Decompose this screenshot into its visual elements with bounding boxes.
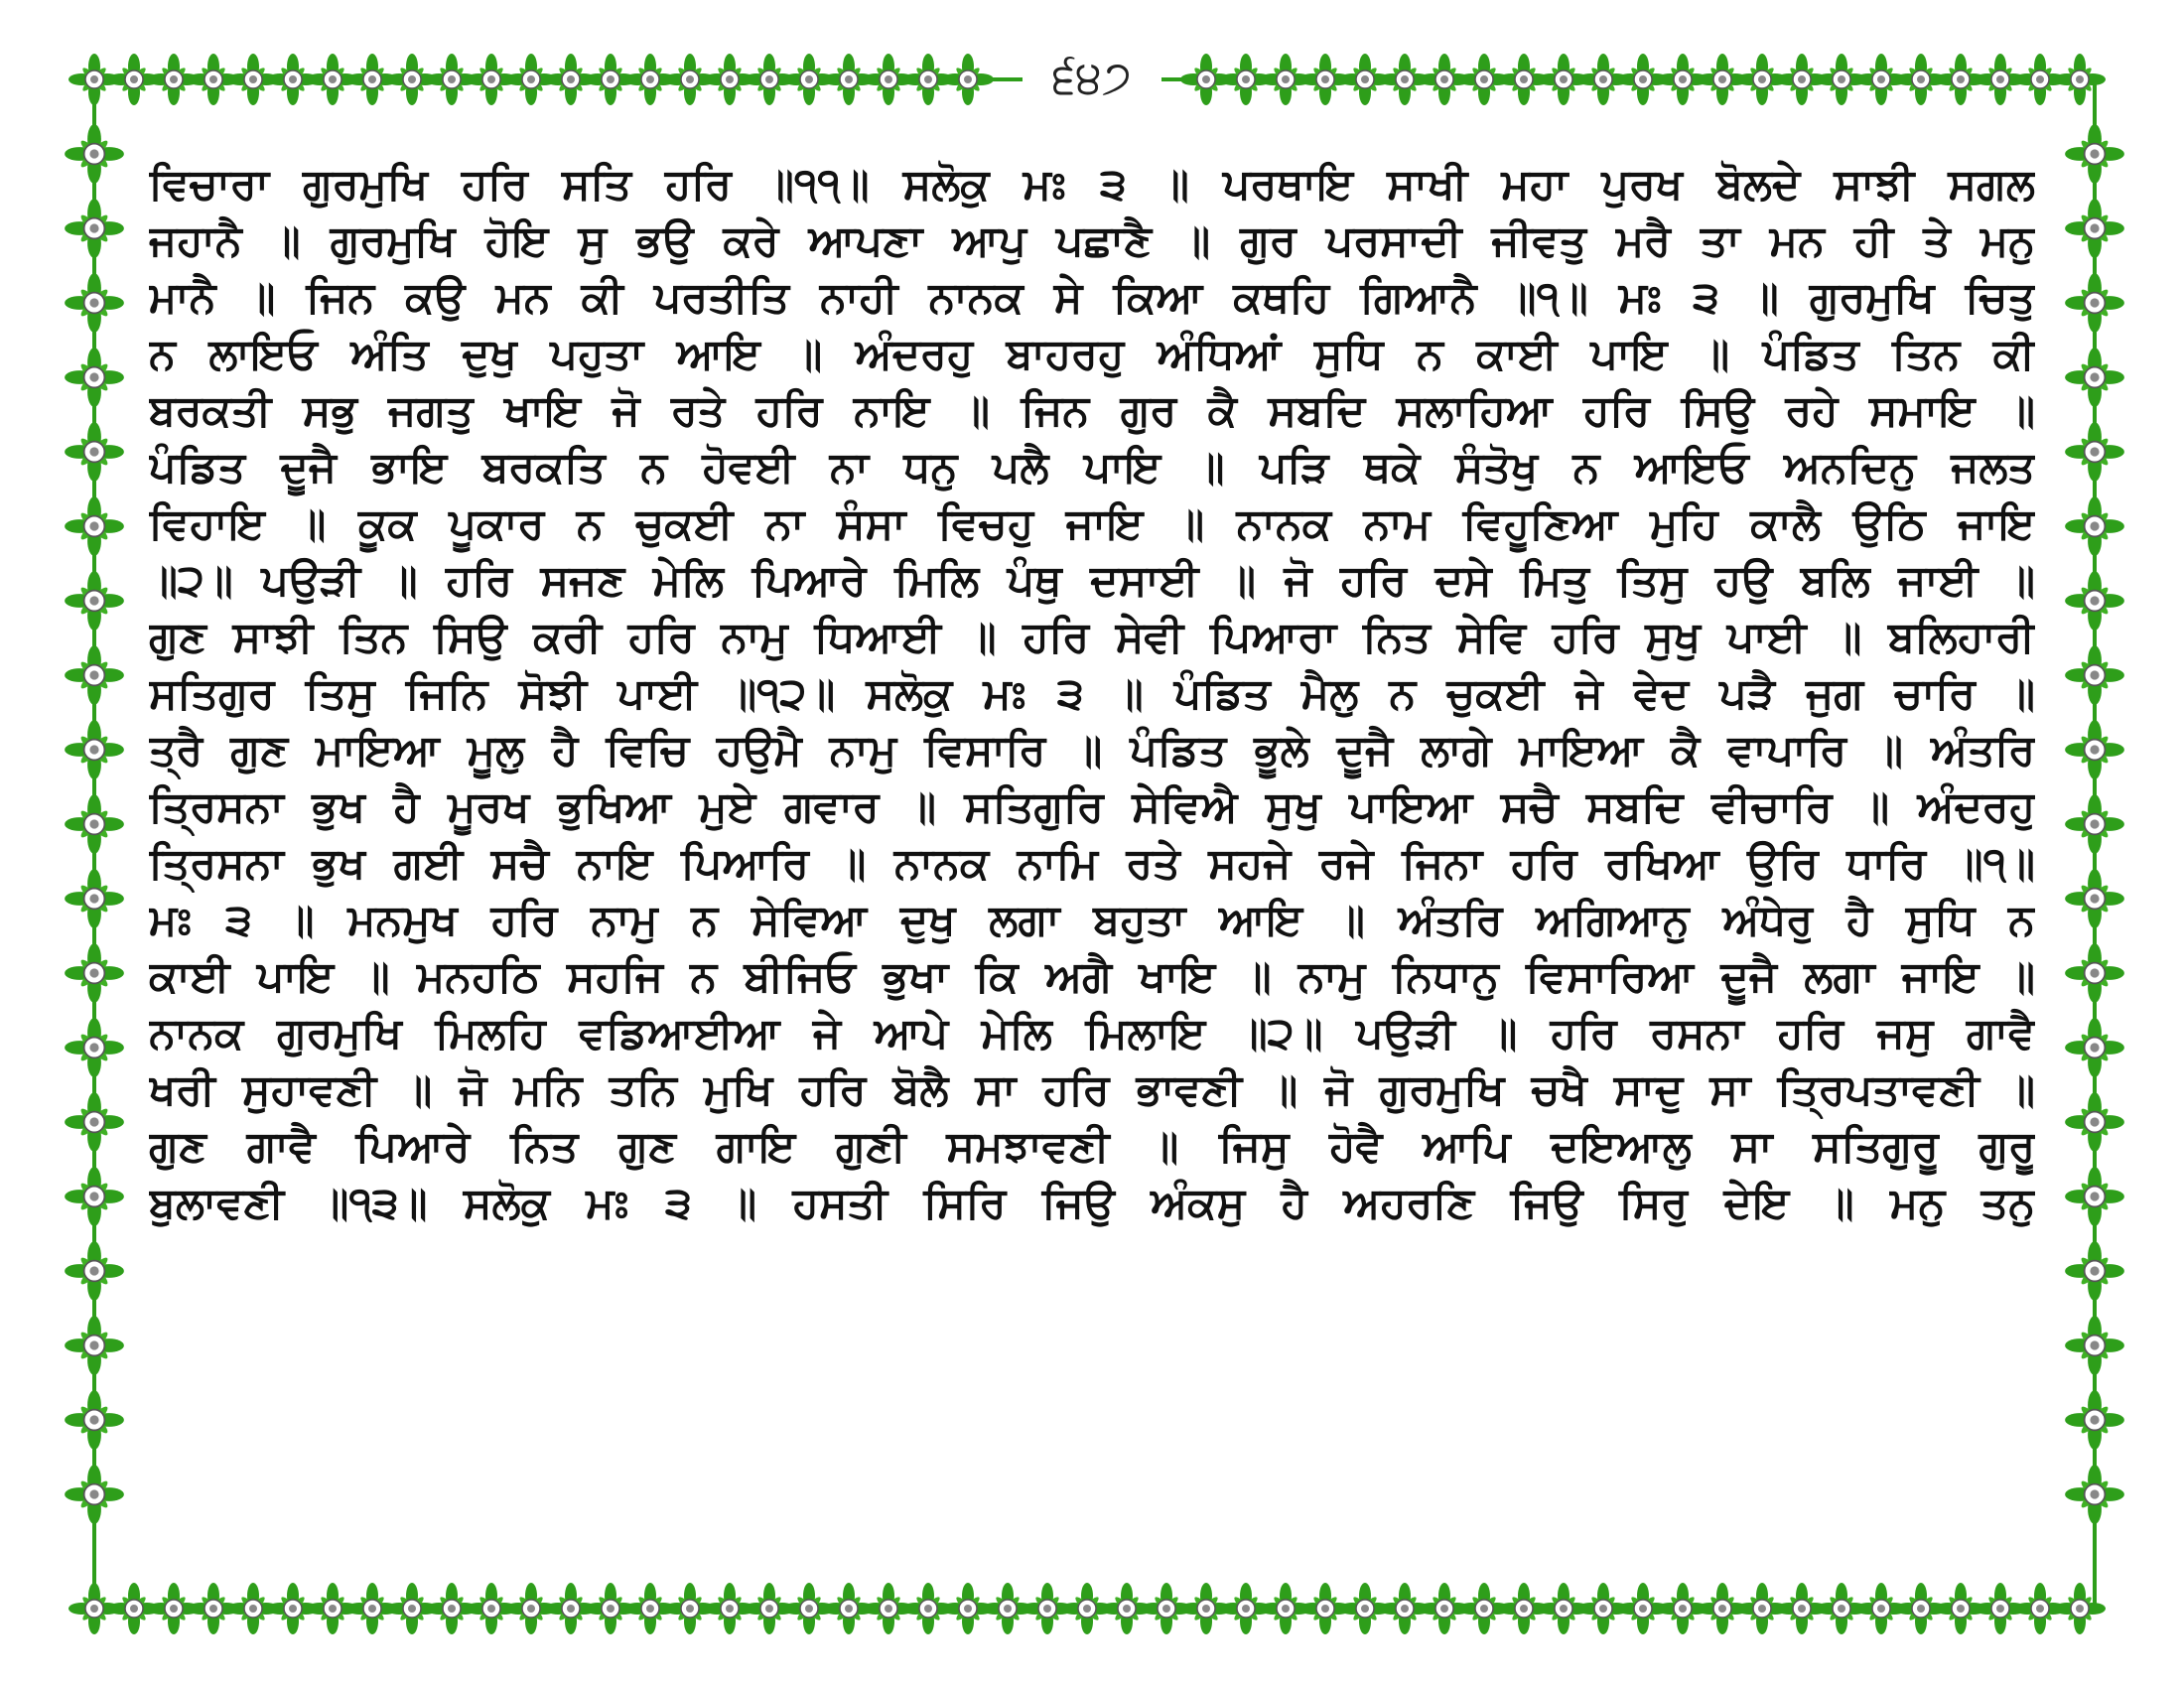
text-line: ਸਤਿਗੁਰ ਤਿਸੁ ਜਿਨਿ ਸੋਝੀ ਪਾਈ ॥੧੨॥ ਸਲੋਕੁ ਮਃ ੩ ॥ ਪੰਡਿਤ ਮੈਲੁ ਨ ਚੁਕਈ ਜੇ ਵੇਦ ਪੜੈ ਜੁਗ ਚਾਰਿ ॥ bbox=[149, 669, 2035, 719]
flower-motif bbox=[2065, 645, 2124, 705]
flower-motif bbox=[2065, 571, 2124, 631]
text-line: ਗੁਣ ਸਾਝੀ ਤਿਨ ਸਿਉ ਕਰੀ ਹਰਿ ਨਾਮੁ ਧਿਆਈ ॥ ਹਰਿ ਸੇਵੀ ਪਿਆਰਾ ਨਿਤ ਸੇਵਿ ਹਰਿ ਸੁਖੁ ਪਾਈ ॥ ਬਲਿਹਾਰੀ bbox=[149, 613, 2035, 662]
flower-motif bbox=[2065, 794, 2124, 854]
flower-motif bbox=[2065, 273, 2124, 333]
flower-motif bbox=[65, 1167, 124, 1226]
text-line: ਖਰੀ ਸੁਹਾਵਣੀ ॥ ਜੋ ਮਨਿ ਤਨਿ ਮੁਖਿ ਹਰਿ ਬੋਲੈ ਸਾ ਹਰਿ ਭਾਵਣੀ ॥ ਜੋ ਗੁਰਮੁਖਿ ਚਖੈ ਸਾਦੁ ਸਾ ਤ੍ਰਿਪਤਾਵਣੀ ॥ bbox=[149, 1065, 2035, 1115]
flower-motif bbox=[2054, 54, 2106, 105]
text-line: ਵਿਹਾਇ ॥ ਕੂਕ ਪੂਕਾਰ ਨ ਚੁਕਈ ਨਾ ਸੰਸਾ ਵਿਚਹੁ ਜਾਇ ॥ ਨਾਨਕ ਨਾਮ ਵਿਹੂਣਿਆ ਮੁਹਿ ਕਾਲੈ ਉਠਿ ਜਾਇ bbox=[149, 499, 2035, 549]
flower-motif bbox=[65, 645, 124, 705]
text-line: ਨਾਨਕ ਗੁਰਮੁਖਿ ਮਿਲਹਿ ਵਡਿਆਈਆ ਜੇ ਆਪੇ ਮੇਲਿ ਮਿਲਾਇ ॥੨॥ ਪਉੜੀ ॥ ਹਰਿ ਰਸਨਾ ਹਰਿ ਜਸੁ ਗਾਵੈ bbox=[149, 1009, 2035, 1058]
flower-motif bbox=[65, 124, 124, 184]
flower-motif bbox=[65, 1018, 124, 1077]
flower-motif bbox=[2065, 1092, 2124, 1152]
text-line: ਜਹਾਨੈ ॥ ਗੁਰਮੁਖਿ ਹੋਇ ਸੁ ਭਉ ਕਰੇ ਆਪਣਾ ਆਪੁ ਪਛਾਣੈ ॥ ਗੁਰ ਪਰਸਾਦੀ ਜੀਵਤੁ ਮਰੈ ਤਾ ਮਨ ਹੀ ਤੇ ਮਨੁ bbox=[149, 216, 2035, 266]
text-line: ਮਾਨੈ ॥ ਜਿਨ ਕਉ ਮਨ ਕੀ ਪਰਤੀਤਿ ਨਾਹੀ ਨਾਨਕ ਸੇ ਕਿਆ ਕਥਹਿ ਗਿਆਨੈ ॥੧॥ ਮਃ ੩ ॥ ਗੁਰਮੁਖਿ ਚਿਤੁ bbox=[149, 273, 2035, 323]
flower-motif bbox=[2065, 1390, 2124, 1450]
flower-motif bbox=[65, 273, 124, 333]
flower-motif bbox=[2065, 422, 2124, 482]
flower-motif bbox=[2065, 1465, 2124, 1524]
page-number: ੬੪੭ bbox=[1023, 42, 1161, 111]
flower-motif bbox=[2065, 720, 2124, 779]
text-line: ਬਰਕਤੀ ਸਭੁ ਜਗਤੁ ਖਾਇ ਜੋ ਰਤੇ ਹਰਿ ਨਾਇ ॥ ਜਿਨ ਗੁਰ ਕੈ ਸਬਦਿ ਸਲਾਹਿਆ ਹਰਿ ਸਿਉ ਰਹੇ ਸਮਾਇ ॥ bbox=[149, 386, 2035, 436]
flower-motif bbox=[2065, 199, 2124, 258]
text-line: ਨ ਲਾਇਓ ਅੰਤਿ ਦੁਖੁ ਪਹੁਤਾ ਆਇ ॥ ਅੰਦਰਹੁ ਬਾਹਰਹੁ ਅੰਧਿਆਂ ਸੁਧਿ ਨ ਕਾਈ ਪਾਇ ॥ ਪੰਡਿਤ ਤਿਨ ਕੀ bbox=[149, 330, 2035, 379]
flower-motif bbox=[65, 869, 124, 928]
flower-motif bbox=[65, 496, 124, 556]
flower-motif bbox=[65, 1465, 124, 1524]
flower-motif bbox=[65, 1390, 124, 1450]
text-line: ਬੁਲਾਵਣੀ ॥੧੩॥ ਸਲੋਕੁ ਮਃ ੩ ॥ ਹਸਤੀ ਸਿਰਿ ਜਿਉ ਅੰਕਸੁ ਹੈ ਅਹਰਣਿ ਜਿਉ ਸਿਰੁ ਦੇਇ ॥ ਮਨੁ ਤਨੁ bbox=[149, 1179, 2035, 1228]
flower-motif bbox=[2065, 1316, 2124, 1375]
flower-motif bbox=[2065, 124, 2124, 184]
text-line: ਤ੍ਰਿਸਨਾ ਭੁਖ ਹੈ ਮੂਰਖ ਭੁਖਿਆ ਮੁਏ ਗਵਾਰ ॥ ਸਤਿਗੁਰਿ ਸੇਵਿਐ ਸੁਖੁ ਪਾਇਆ ਸਚੈ ਸਬਦਿ ਵੀਚਾਰਿ ॥ ਅੰਦਰਹੁ bbox=[149, 782, 2035, 832]
flower-motif bbox=[942, 54, 994, 105]
text-line: ਪੰਡਿਤ ਦੂਜੈ ਭਾਇ ਬਰਕਤਿ ਨ ਹੋਵਈ ਨਾ ਧਨੁ ਪਲੈ ਪਾਇ ॥ ਪੜਿ ਥਕੇ ਸੰਤੋਖੁ ਨ ਆਇਓ ਅਨਦਿਨੁ ਜਲਤ bbox=[149, 443, 2035, 492]
text-line: ਵਿਚਾਰਾ ਗੁਰਮੁਖਿ ਹਰਿ ਸਤਿ ਹਰਿ ॥੧੧॥ ਸਲੋਕੁ ਮਃ ੩ ॥ ਪਰਥਾਇ ਸਾਖੀ ਮਹਾ ਪੁਰਖ ਬੋਲਦੇ ਸਾਝੀ ਸਗਲ bbox=[149, 160, 2035, 210]
flower-motif bbox=[65, 794, 124, 854]
flower-motif bbox=[2065, 869, 2124, 928]
flower-motif bbox=[65, 1092, 124, 1152]
flower-motif bbox=[65, 571, 124, 631]
flower-motif bbox=[2065, 348, 2124, 407]
text-line: ਤ੍ਰਿਸਨਾ ਭੁਖ ਗਈ ਸਚੈ ਨਾਇ ਪਿਆਰਿ ॥ ਨਾਨਕ ਨਾਮਿ ਰਤੇ ਸਹਜੇ ਰਜੇ ਜਿਨਾ ਹਰਿ ਰਖਿਆ ਉਰਿ ਧਾਰਿ ॥੧॥ bbox=[149, 839, 2035, 889]
flower-motif bbox=[2065, 1018, 2124, 1077]
scripture-text-block bbox=[149, 157, 2035, 1517]
text-line: ਗੁਣ ਗਾਵੈ ਪਿਆਰੇ ਨਿਤ ਗੁਣ ਗਾਇ ਗੁਣੀ ਸਮਝਾਵਣੀ ॥ ਜਿਸੁ ਹੋਵੈ ਆਪਿ ਦਇਆਲੁ ਸਾ ਸਤਿਗੁਰੂ ਗੁਰੂ bbox=[149, 1122, 2035, 1172]
flower-motif bbox=[65, 422, 124, 482]
flower-motif bbox=[2065, 1241, 2124, 1301]
flower-motif bbox=[2065, 496, 2124, 556]
flower-motif bbox=[2065, 1167, 2124, 1226]
flower-motif bbox=[65, 720, 124, 779]
flower-motif bbox=[65, 1241, 124, 1301]
flower-motif bbox=[65, 348, 124, 407]
text-line: ਕਾਈ ਪਾਇ ॥ ਮਨਹਠਿ ਸਹਜਿ ਨ ਬੀਜਿਓ ਭੁਖਾ ਕਿ ਅਗੈ ਖਾਇ ॥ ਨਾਮੁ ਨਿਧਾਨੁ ਵਿਸਾਰਿਆ ਦੂਜੈ ਲਗਾ ਜਾਇ ॥ bbox=[149, 952, 2035, 1002]
flower-motif bbox=[2054, 1583, 2106, 1634]
text-line: ਤ੍ਰੈ ਗੁਣ ਮਾਇਆ ਮੂਲੁ ਹੈ ਵਿਚਿ ਹਉਮੈ ਨਾਮੁ ਵਿਸਾਰਿ ॥ ਪੰਡਿਤ ਭੂਲੇ ਦੂਜੈ ਲਾਗੇ ਮਾਇਆ ਕੈ ਵਾਪਾਰਿ ॥ ਅੰਤਰਿ bbox=[149, 726, 2035, 775]
text-line: ਮਃ ੩ ॥ ਮਨਮੁਖ ਹਰਿ ਨਾਮੁ ਨ ਸੇਵਿਆ ਦੁਖੁ ਲਗਾ ਬਹੁਤਾ ਆਇ ॥ ਅੰਤਰਿ ਅਗਿਆਨੁ ਅੰਧੇਰੁ ਹੈ ਸੁਧਿ ਨ bbox=[149, 896, 2035, 945]
flower-motif bbox=[65, 199, 124, 258]
flower-motif bbox=[2065, 943, 2124, 1003]
flower-motif bbox=[65, 943, 124, 1003]
text-line: ॥੨॥ ਪਉੜੀ ॥ ਹਰਿ ਸਜਣ ਮੇਲਿ ਪਿਆਰੇ ਮਿਲਿ ਪੰਥੁ ਦਸਾਈ ॥ ਜੋ ਹਰਿ ਦਸੇ ਮਿਤੁ ਤਿਸੁ ਹਉ ਬਲਿ ਜਾਈ ॥ bbox=[149, 556, 2035, 606]
flower-motif bbox=[65, 1316, 124, 1375]
